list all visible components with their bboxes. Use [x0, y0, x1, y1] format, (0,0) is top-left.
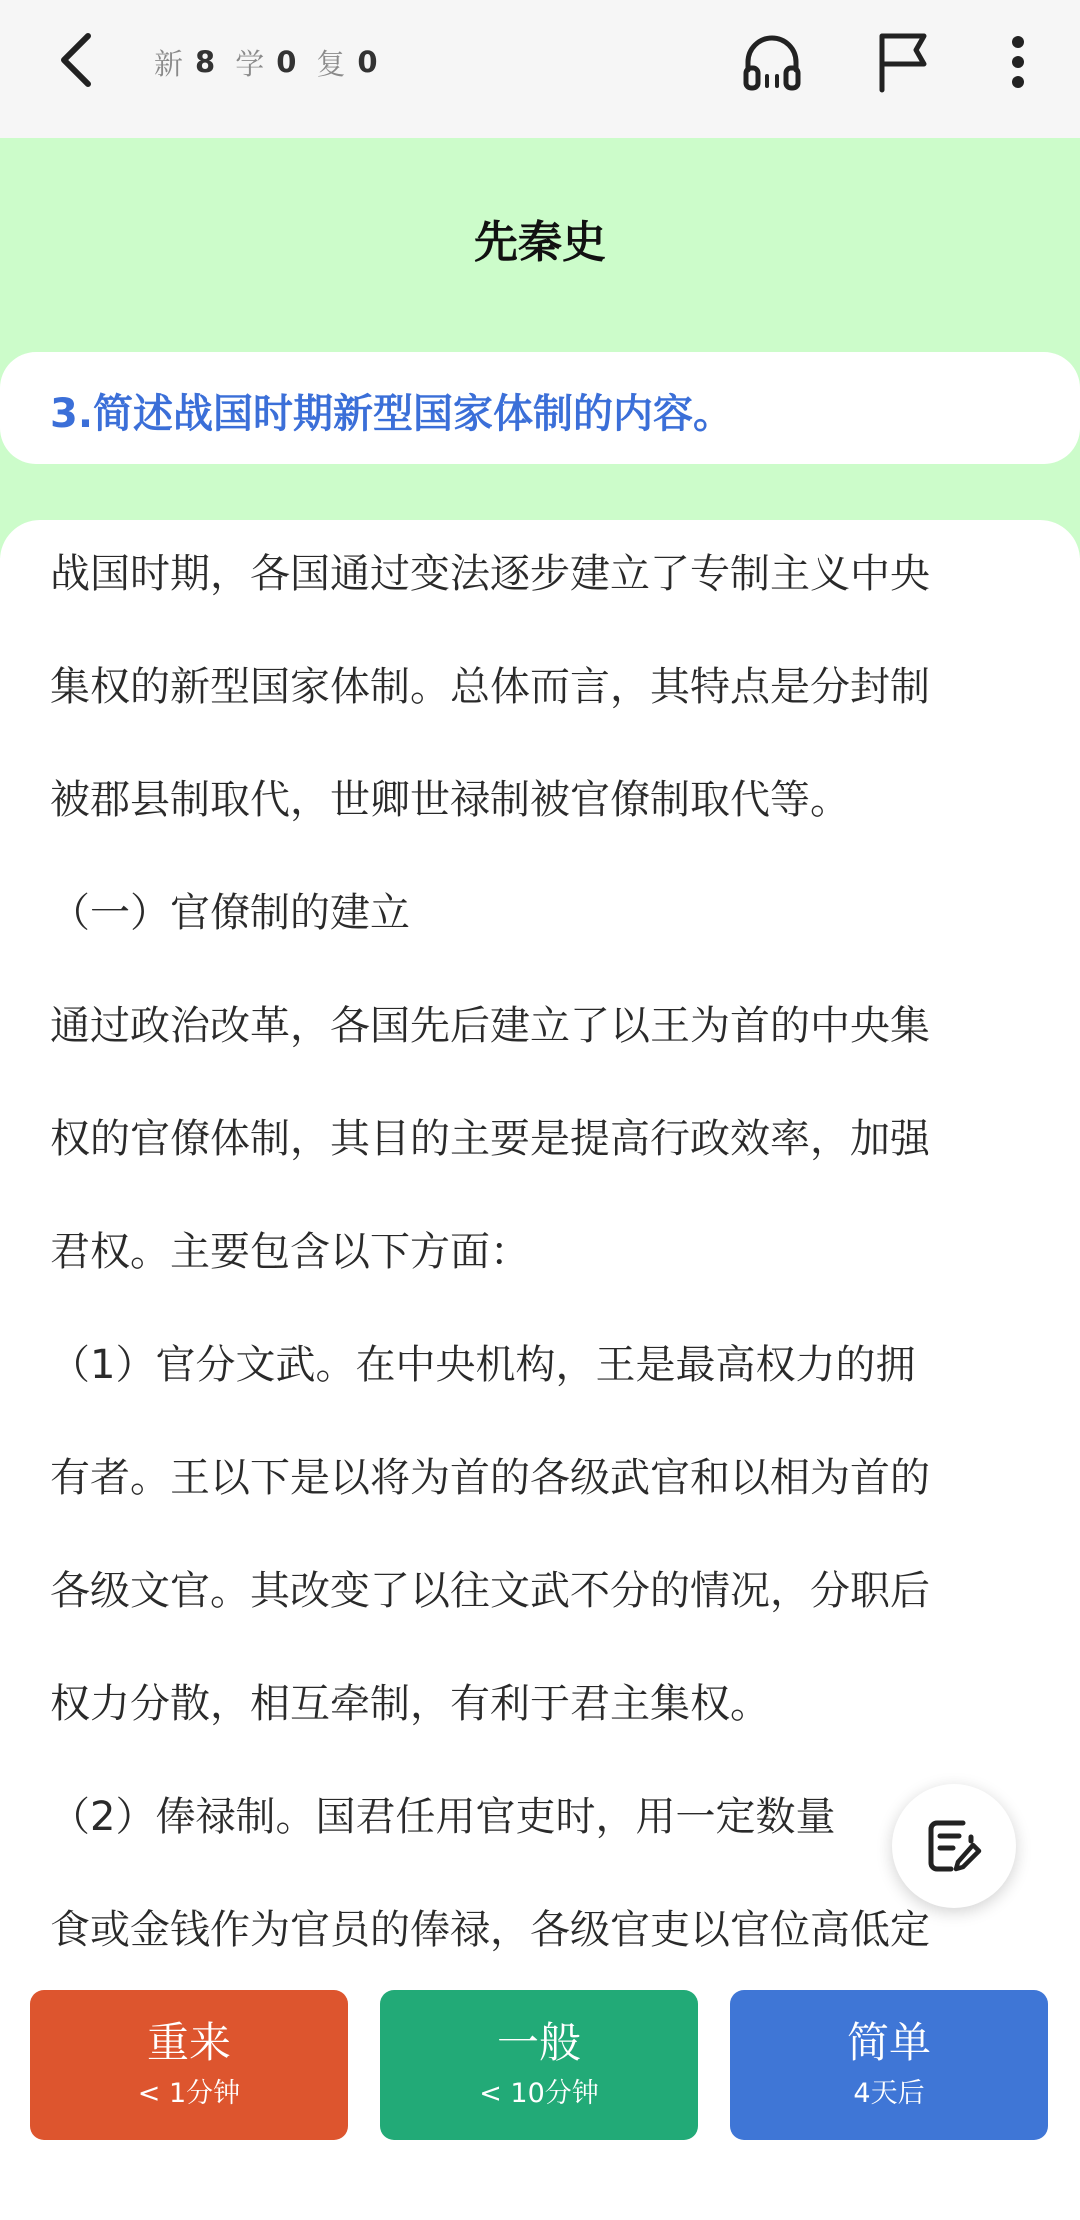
answer-line: 权力分散，相互牵制，有利于君主集权。: [50, 1681, 770, 1727]
easy-button-label: 简单: [846, 2018, 931, 2067]
study-counters: [154, 38, 398, 86]
more-vertical-icon: [1008, 34, 1028, 90]
easy-button[interactable]: [730, 1990, 1048, 2140]
headphones-icon: [740, 30, 804, 94]
edit-note-icon: [925, 1817, 983, 1875]
good-button-interval: < 10分钟: [479, 2078, 599, 2109]
good-button-label: 一般: [496, 2018, 581, 2067]
new-count-label: 新: [154, 46, 184, 81]
answer-line: （一）官僚制的建立: [50, 890, 410, 936]
more-options-button[interactable]: [980, 24, 1056, 100]
chevron-left-icon: [56, 30, 96, 90]
answer-line: 通过政治改革，各国先后建立了以王为首的中央集: [50, 1003, 930, 1049]
deck-title: 先秦史: [474, 217, 606, 268]
answer-line: （1）官分文武。在中央机构，王是最高权力的拥: [50, 1342, 916, 1388]
answer-line: 权的官僚体制，其目的主要是提高行政效率，加强: [50, 1116, 930, 1162]
good-button[interactable]: [380, 1990, 698, 2140]
answer-line: 被郡县制取代，世卿世禄制被官僚制取代等。: [50, 777, 850, 823]
easy-button-interval: 4天后: [853, 2078, 925, 2109]
answer-line: 有者。王以下是以将为首的各级武官和以相为首的: [50, 1455, 930, 1501]
learn-count-value: 0: [276, 45, 297, 79]
answer-line: 战国时期，各国通过变法逐步建立了专制主义中央: [50, 551, 930, 597]
flag-icon: [872, 30, 932, 94]
answer-line: 各级文官。其改变了以往文武不分的情况，分职后: [50, 1568, 930, 1614]
top-bar: [0, 0, 1080, 138]
again-button-interval: < 1分钟: [137, 2078, 241, 2109]
new-count-value: 8: [195, 45, 216, 79]
edit-note-button[interactable]: [892, 1784, 1016, 1908]
review-count-label: 复: [316, 46, 346, 81]
again-button-label: 重来: [146, 2018, 231, 2067]
card-header-background: [0, 138, 1080, 558]
answer-line: 集权的新型国家体制。总体而言，其特点是分封制: [50, 664, 930, 710]
answer-line: 君权。主要包含以下方面：: [50, 1229, 530, 1275]
answer-line: 食或金钱作为官员的俸禄，各级官吏以官位高低定: [50, 1907, 930, 1953]
learn-count-label: 学: [235, 46, 265, 81]
answer-line: （2）俸禄制。国君任用官吏时，用一定数量: [50, 1794, 836, 1840]
review-count-value: 0: [357, 45, 378, 79]
question-card: [0, 352, 1080, 464]
audio-button[interactable]: [734, 24, 810, 100]
answer-text: [50, 542, 1050, 2011]
flag-button[interactable]: [864, 24, 940, 100]
again-button[interactable]: [30, 1990, 348, 2140]
back-button[interactable]: [44, 28, 108, 92]
question-text: 3.简述战国时期新型国家体制的内容。: [50, 391, 734, 437]
